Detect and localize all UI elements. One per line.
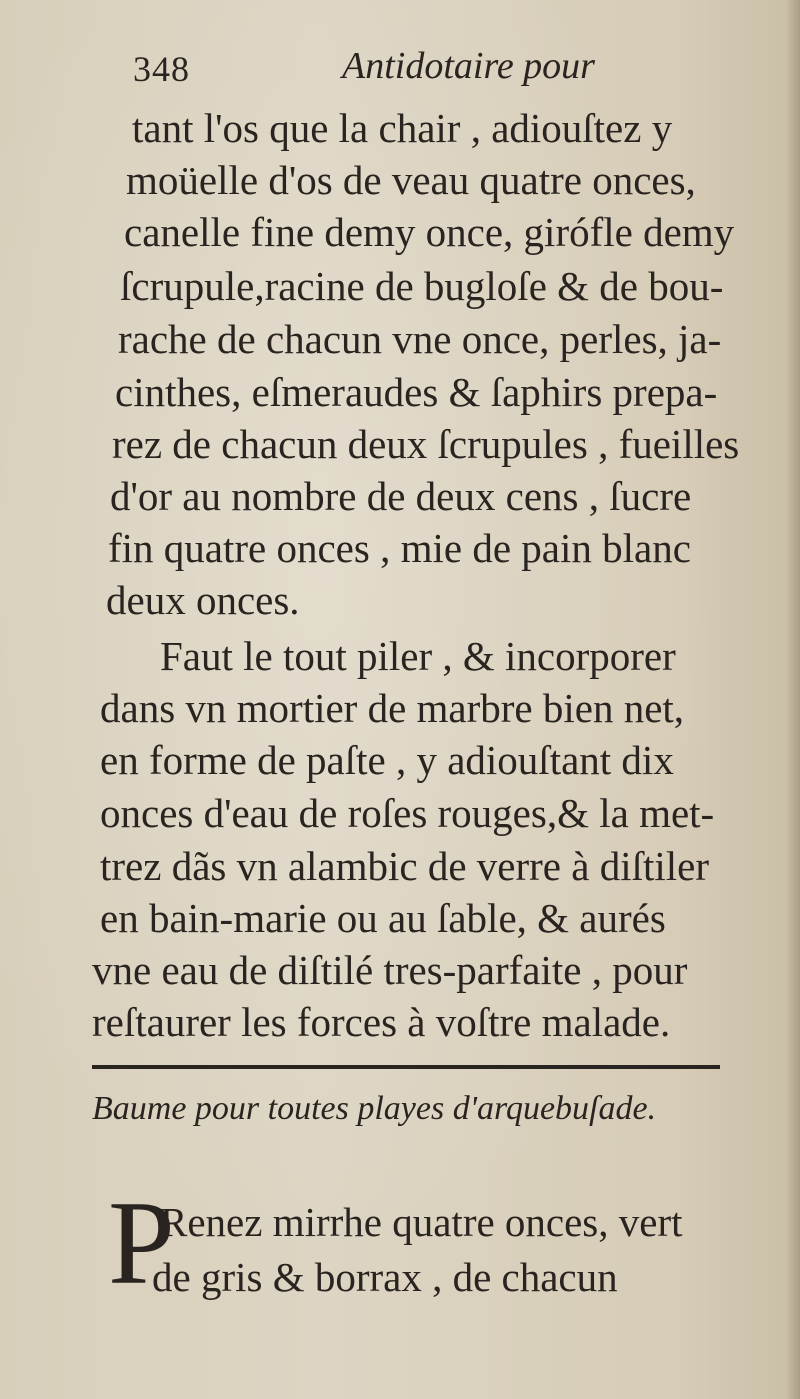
text-line: rache de chacun vne once, perles, ja-: [118, 316, 722, 362]
text-line: tant l'os que la chair , adiouſtez y: [132, 105, 673, 151]
page-header: [0, 44, 800, 100]
page-edge-shadow: [786, 0, 800, 1399]
section-heading: Baume pour toutes playes d'arquebuſade.: [92, 1090, 657, 1127]
section-divider: [92, 1065, 720, 1069]
drop-cap: P: [108, 1176, 175, 1309]
page-number: 348: [133, 49, 190, 89]
text-line: en bain-marie ou au ſable, & aurés: [100, 895, 666, 941]
text-line: trez dãs vn alambic de verre à diſtiler: [100, 843, 710, 889]
text-line: moüelle d'os de veau quatre onces,: [126, 157, 696, 203]
text-line: fin quatre onces , mie de pain blanc: [108, 525, 691, 571]
text-line: cinthes, eſmeraudes & ſaphirs prepa-: [115, 369, 718, 415]
text-line: dans vn mortier de marbre bien net,: [100, 685, 685, 731]
text-line: onces d'eau de roſes rouges,& la met-: [100, 790, 715, 836]
text-line: en forme de paſte , y adiouſtant dix: [100, 737, 674, 783]
text-line: de gris & borrax , de chacun: [152, 1254, 618, 1300]
text-line: d'or au nombre de deux cens , ſucre: [110, 473, 692, 519]
text-line: Renez mirrhe quatre onces, vert: [160, 1199, 683, 1245]
running-title: Antidotaire pour: [342, 45, 595, 87]
text-line: ſcrupule,racine de bugloſe & de bou-: [120, 263, 724, 309]
text-line: vne eau de diſtilé tres-parfaite , pour: [92, 947, 688, 993]
text-line: Faut le tout piler , & incorporer: [160, 633, 676, 679]
text-line: canelle fine demy once, girófle demy: [124, 209, 735, 255]
text-line: reſtaurer les forces à voſtre malade.: [92, 999, 671, 1045]
text-line: rez de chacun deux ſcrupules , fueilles: [112, 421, 740, 467]
text-line: deux onces.: [106, 577, 300, 623]
